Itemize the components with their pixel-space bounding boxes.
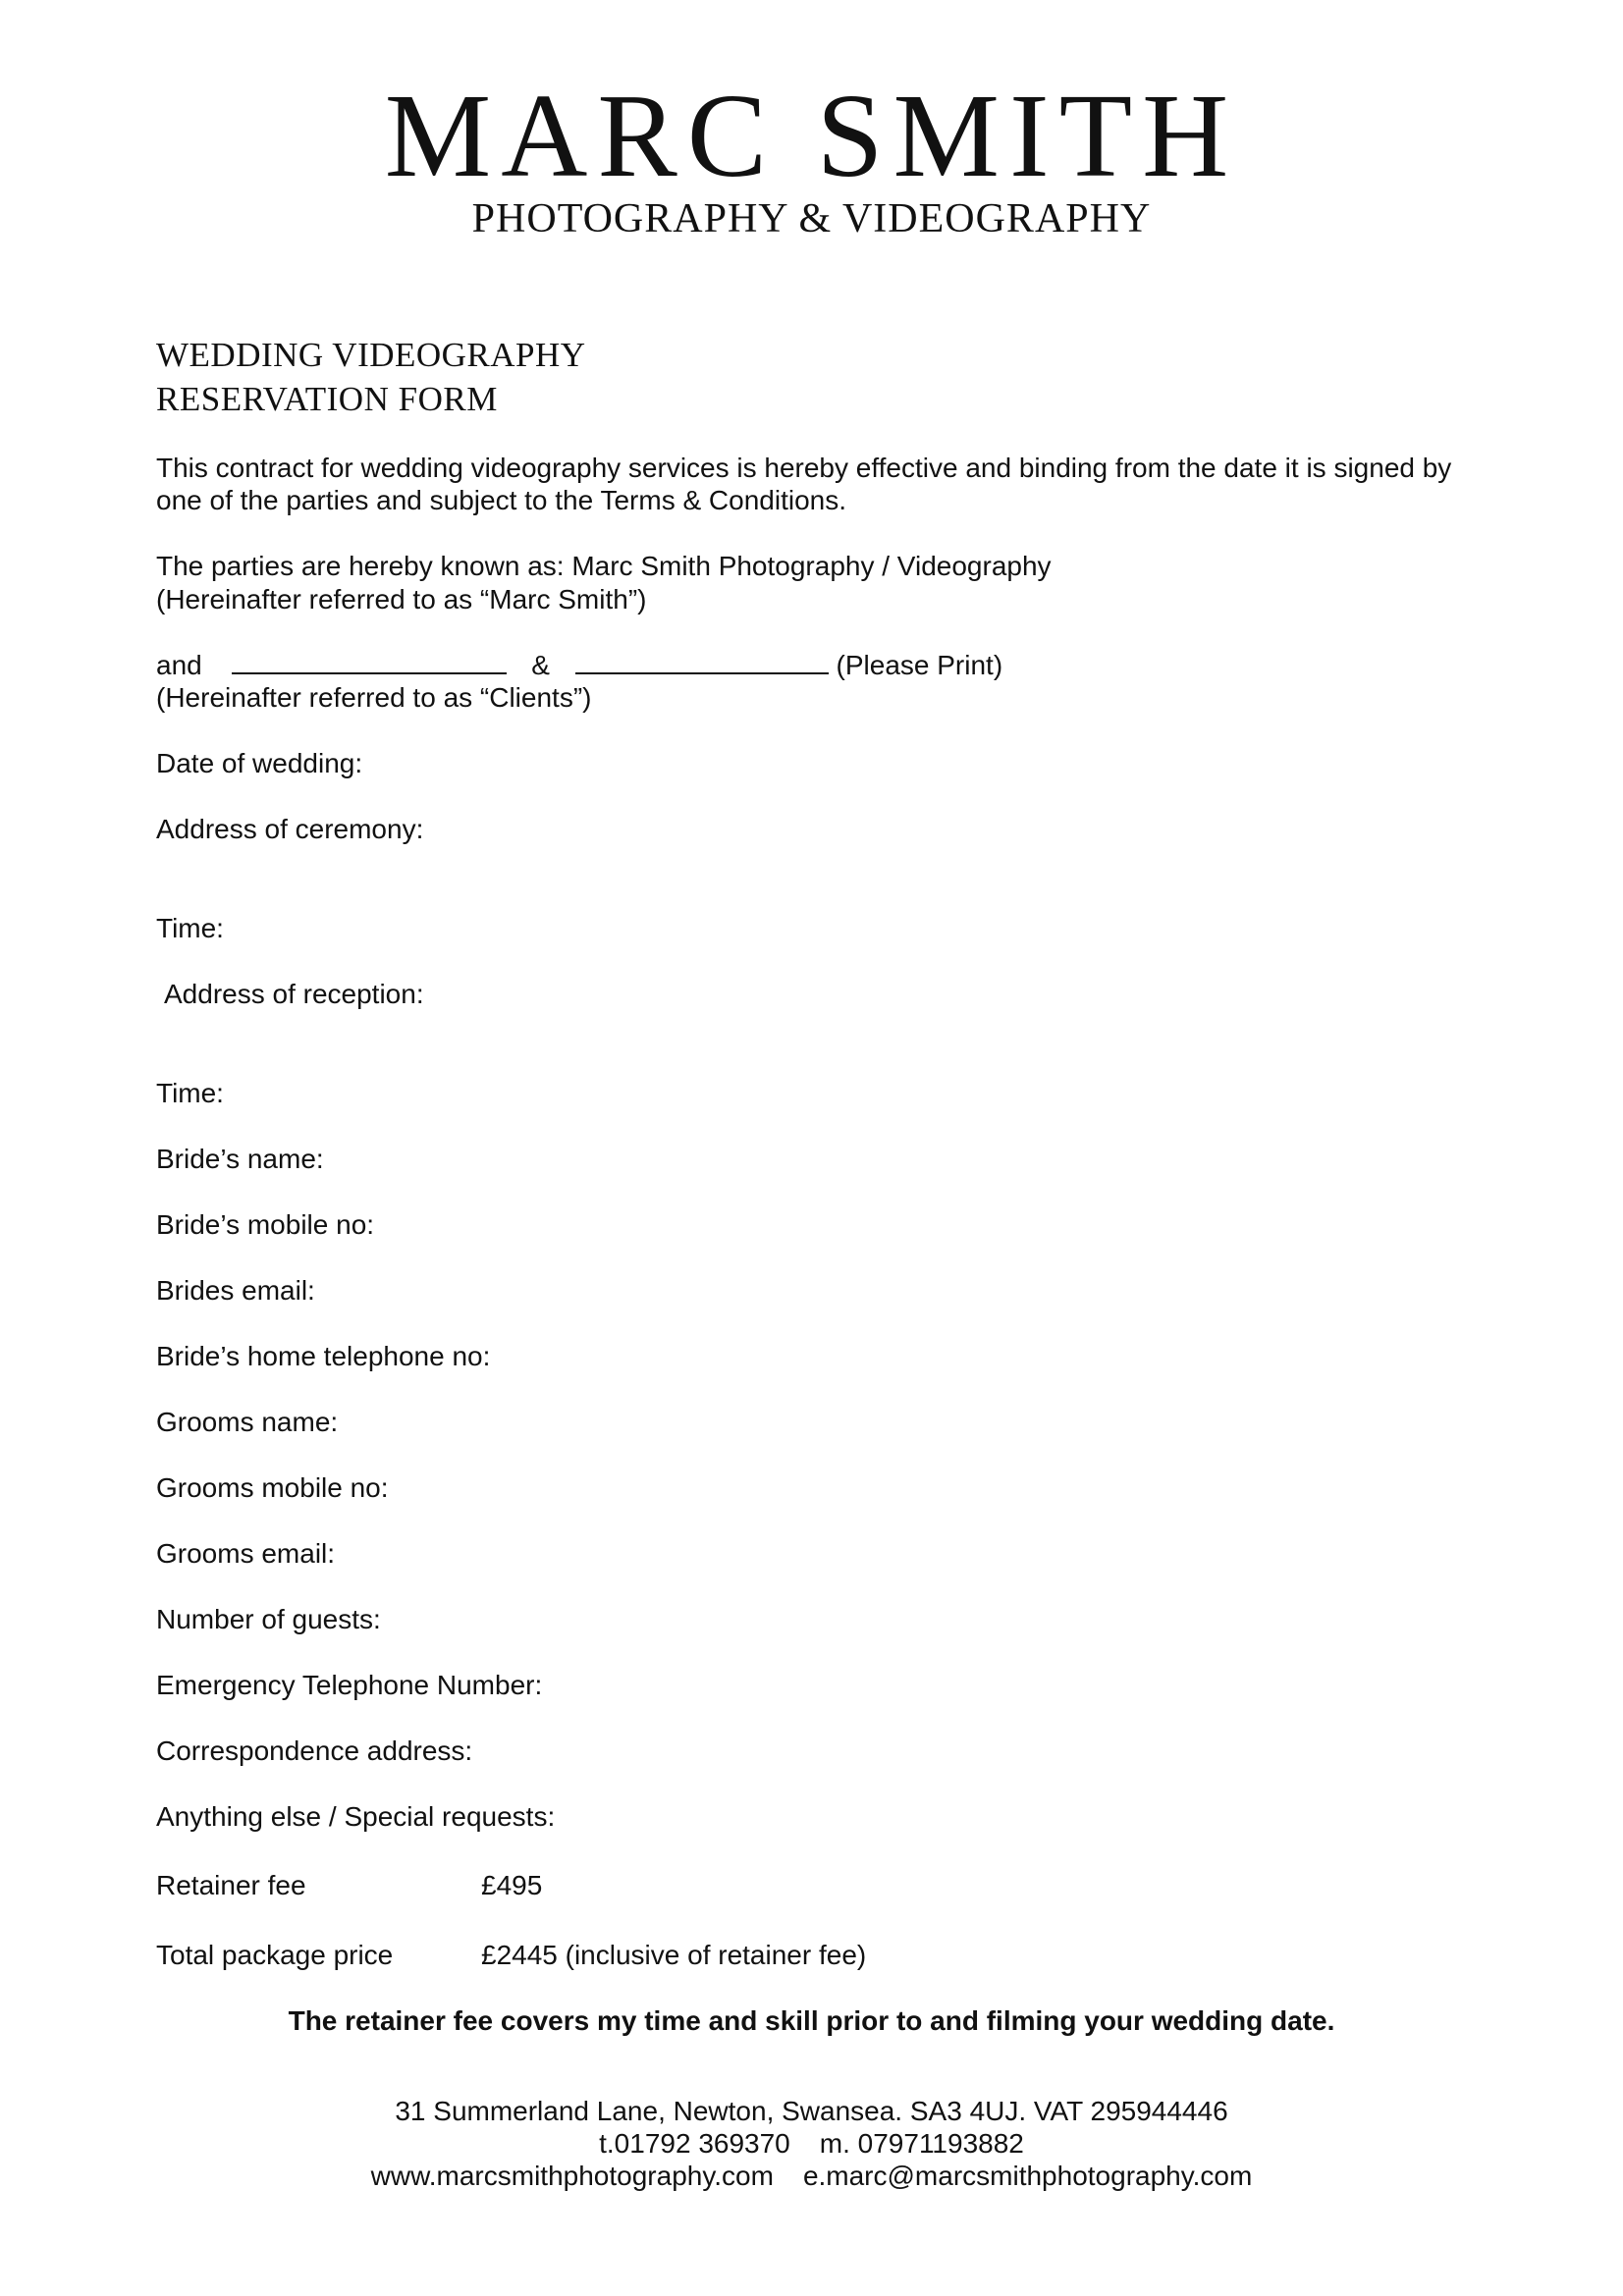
form-title-line1: WEDDING VIDEOGRAPHY (156, 336, 586, 374)
retainer-note: The retainer fee covers my time and skill prior to and filming your wedding date. (288, 2005, 1335, 2036)
groom-name-label: Grooms name: (156, 1407, 339, 1437)
address-ceremony-label: Address of ceremony: (156, 814, 424, 844)
footer-phones (0, 2127, 1623, 2161)
footer-email-link[interactable]: e.marc@marcsmithphotography.com (802, 2161, 1253, 2191)
brand-tagline: PHOTOGRAPHY & VIDEOGRAPHY (471, 196, 1152, 241)
time-ceremony-label: Time: (156, 913, 224, 943)
groom-mobile-label: Grooms mobile no: (156, 1472, 389, 1503)
please-print-label: (Please Print) (836, 650, 1003, 680)
ampersand-label: & (531, 650, 550, 680)
total-price-label: Total package price (156, 1940, 394, 1970)
parties-line1: The parties are hereby known as: Marc Smith Photography / Videography (156, 551, 1052, 581)
and-label: and (156, 650, 202, 680)
parties-line2: (Hereinafter referred to as “Marc Smith”) (156, 584, 647, 614)
intro-line2: one of the parties and subject to the Terms & Conditions. (156, 485, 847, 515)
footer-telephone: t.01792 369370 (599, 2128, 790, 2159)
client-name-1-line[interactable] (232, 649, 507, 674)
emergency-tel-label: Emergency Telephone Number: (156, 1670, 543, 1700)
retainer-fee-label: Retainer fee (156, 1870, 306, 1900)
special-requests-label: Anything else / Special requests: (156, 1801, 556, 1832)
footer-web-email (0, 2160, 1623, 2193)
intro-line1: This contract for wedding videography services is hereby effective and binding from the date it is signed by (156, 453, 1452, 483)
total-price-value: £2445 (inclusive of retainer fee) (481, 1940, 867, 1970)
footer-address: 31 Summerland Lane, Newton, Swansea. SA3 4UJ. VAT 295944446 (395, 2096, 1228, 2126)
brand-name: MARC SMITH (384, 70, 1239, 202)
clients-line: (Hereinafter referred to as “Clients”) (156, 682, 592, 713)
address-reception-label: Address of reception: (164, 979, 424, 1009)
form-title-line2: RESERVATION FORM (156, 380, 498, 418)
footer-mobile: m. 07971193882 (819, 2128, 1024, 2159)
bride-home-tel-label: Bride’s home telephone no: (156, 1341, 491, 1371)
footer-website-link[interactable]: www.marcsmithphotography.com (370, 2161, 774, 2191)
bride-name-label: Bride’s name: (156, 1144, 324, 1174)
date-of-wedding-label: Date of wedding: (156, 748, 363, 778)
time-reception-label: Time: (156, 1078, 224, 1108)
guests-label: Number of guests: (156, 1604, 381, 1634)
retainer-fee-value: £495 (481, 1870, 543, 1900)
clients-names-row (156, 649, 1002, 682)
bride-email-label: Brides email: (156, 1275, 315, 1306)
bride-mobile-label: Bride’s mobile no: (156, 1209, 375, 1240)
groom-email-label: Grooms email: (156, 1538, 336, 1569)
client-name-2-line[interactable] (575, 649, 829, 674)
correspondence-label: Correspondence address: (156, 1735, 473, 1766)
